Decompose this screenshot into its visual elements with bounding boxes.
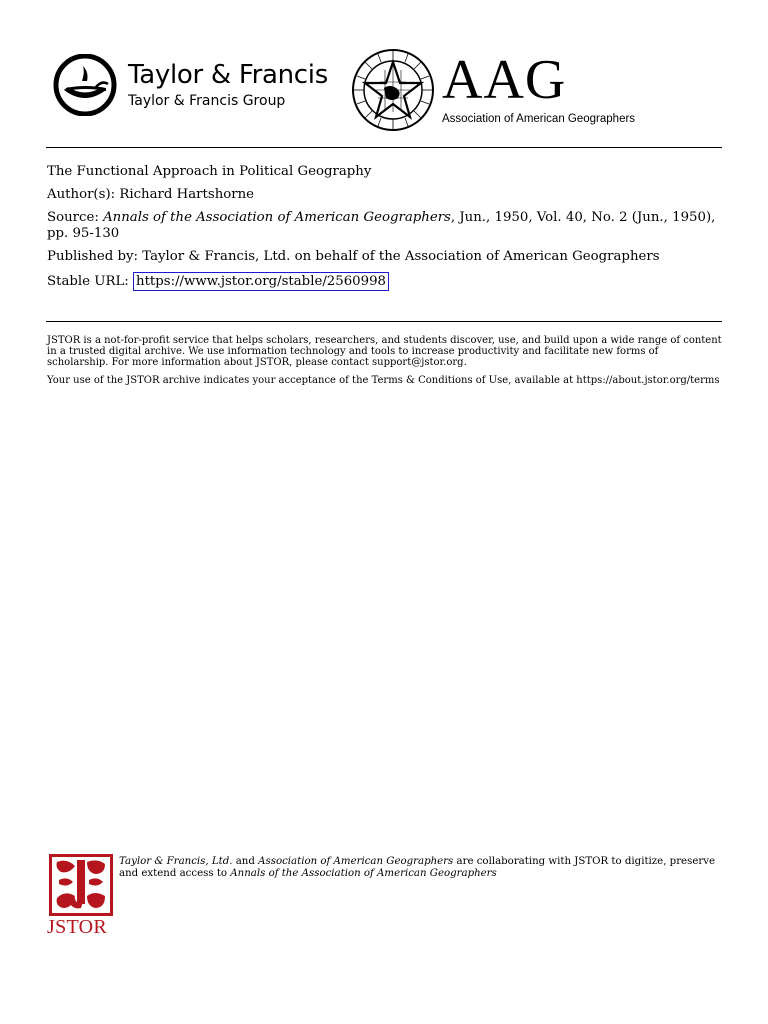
aag-seal-icon [350,48,436,132]
aag-letters: AAG [442,49,567,111]
source-label: Source: [47,210,104,225]
publisher-name: Taylor & Francis [128,60,328,90]
publisher-value: Taylor & Francis, Ltd. on behalf of the Association of American Geographers [142,249,660,264]
taylor-francis-wordmark [128,60,328,110]
collaboration-text: are collaborating with JSTOR to digitize, preserve and extend access to [119,856,716,879]
publisher-group: Taylor & Francis Group [128,93,286,109]
partner-taylor-francis: Taylor & Francis, Ltd. [119,856,233,867]
article-source [47,210,723,242]
aag-society-name: Association of American Geographers [442,113,636,125]
article-title: The Functional Approach in Political Geography [47,164,372,179]
aag-wordmark [442,49,636,126]
stable-url-label: Stable URL: [47,274,133,289]
jstor-terms-text: Your use of the JSTOR archive indicates your acceptance of the Terms & Conditions of Use, available at https://about.jstor.org/terms [47,375,720,386]
source-details: , Jun., 1950, Vol. 40, No. 2 (Jun., 1950), pp. 95-130 [47,210,716,241]
footer-journal: Annals of the Association of American Geographers [230,868,497,879]
jstor-monogram-icon [49,854,113,916]
article-metadata [47,164,723,298]
jstor-notice [47,335,723,393]
taylor-francis-logo [52,54,342,116]
middle-divider [46,321,722,322]
article-publisher [47,249,723,265]
aag-logo [350,48,640,132]
authors-label: Author(s): [47,187,120,202]
jstor-wordmark: JSTOR [47,916,108,938]
footer-collaboration-text [119,856,719,880]
partner-and: and [232,856,259,867]
jstor-footer [47,854,723,944]
article-authors [47,187,723,203]
stable-url-link[interactable]: https://www.jstor.org/stable/2560998 [133,272,389,291]
oil-lamp-icon [52,54,118,116]
source-journal: Annals of the Association of American Geographers [103,210,451,225]
header-logos [52,49,722,132]
jstor-about-text: JSTOR is a not-for-profit service that helps scholars, researchers, and students discover, use, and build upon a wide range of content in a trusted digital archive. We use information technology and tools to increase productivity and facilitate new forms of scholarship. For more information about JSTOR, please contact support@jstor.org. [47,335,722,368]
top-divider [46,147,722,148]
authors-value: Richard Hartshorne [119,187,255,202]
published-by-label: Published by: [47,249,143,264]
partner-aag: Association of American Geographers [258,856,454,867]
article-stable-url [47,272,723,291]
